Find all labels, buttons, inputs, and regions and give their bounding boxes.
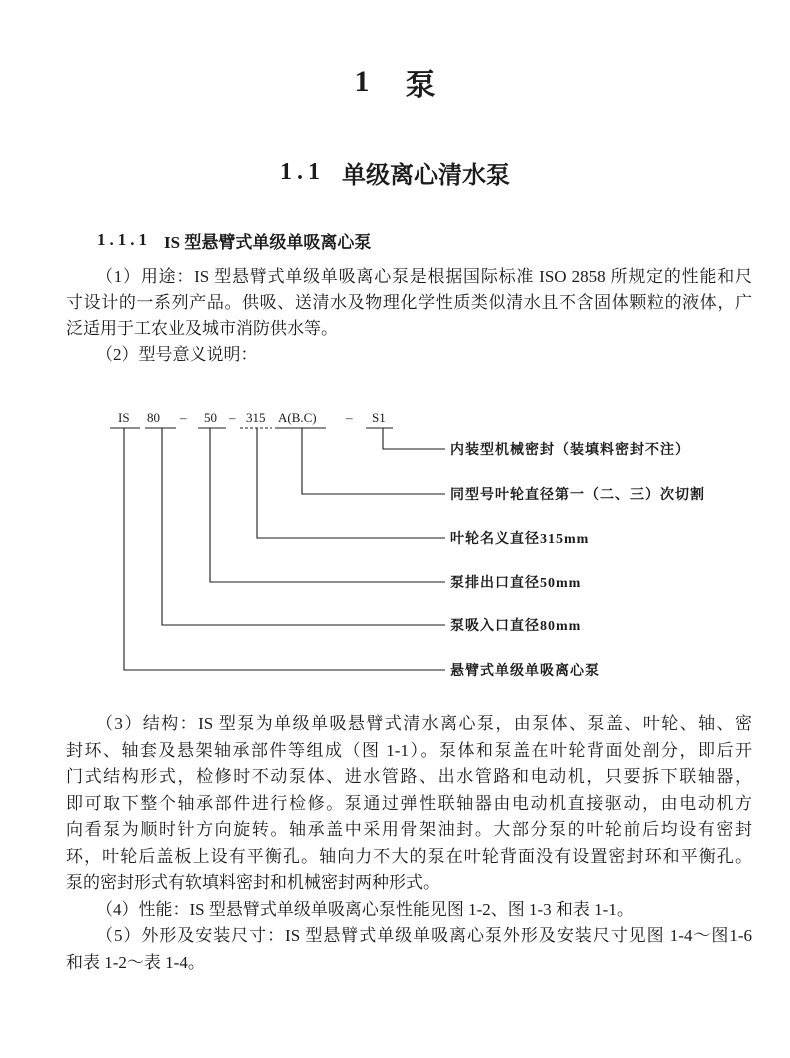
paragraph-usage xyxy=(66,264,752,342)
paragraph-performance xyxy=(66,897,752,924)
chapter-title: 泵 xyxy=(405,69,436,102)
chapter-number: 1 xyxy=(354,65,370,98)
label-cut: 同型号叶轮直径第一（二、三）次切割 xyxy=(450,488,705,503)
subsection-title: IS 型悬臂式单级单吸离心泵 xyxy=(164,232,372,252)
text-line: （2）型号意义说明： xyxy=(96,345,258,364)
code-series: IS xyxy=(118,410,130,425)
paragraph-structure xyxy=(66,711,752,897)
diagram-lines xyxy=(110,428,445,670)
text-line: 和表 1-2～表 1-4。 xyxy=(66,952,205,972)
text-line: 环，叶轮后盖板上设有平衡孔。轴向力不大的泵在叶轮背面没有设置密封环和平衡孔。 xyxy=(66,846,752,866)
code-separator: – xyxy=(180,410,187,425)
section-number: 1.1 xyxy=(280,158,325,185)
chapter-heading xyxy=(0,60,790,104)
text-line: （3）结构：IS 型泵为单级单吸悬臂式清水离心泵，由泵体、泵盖、叶轮、轴、密 xyxy=(96,714,752,733)
code-separator: – xyxy=(346,410,353,425)
leader-line-impeller xyxy=(257,428,445,538)
label-outlet: 泵排出口直径50mm xyxy=(450,576,582,591)
text-line: 向看泵为顺时针方向旋转。轴承盖中采用骨架油封。大部分泵的叶轮前后均设有密封 xyxy=(66,820,752,839)
text-line: 泛适用于工农业及城市消防供水等。 xyxy=(66,319,338,338)
leader-line-series xyxy=(124,428,445,670)
code-inlet: 80 xyxy=(147,410,160,425)
leader-line-outlet xyxy=(210,428,445,582)
code-impeller: 315 xyxy=(246,410,266,425)
text-line: 泵的密封形式有软填料密封和机械密封两种形式。 xyxy=(66,873,440,892)
label-seal: 内装型机械密封（装填料密封不注） xyxy=(450,443,690,458)
label-inlet: 泵吸入口直径80mm xyxy=(450,619,582,634)
model-code-diagram xyxy=(0,395,790,690)
subsection-heading xyxy=(97,227,371,253)
leader-line-inlet xyxy=(162,428,445,625)
code-cut: A(B.C) xyxy=(278,410,317,425)
text-line: （4）性能：IS 型悬臂式单级单吸离心泵性能见图 1-2、图 1-3 和表 1-1。 xyxy=(96,899,634,919)
text-line: 门式结构形式，检修时不动泵体、进水管路、出水管路和电动机，只要拆下联轴器， xyxy=(66,767,752,786)
label-series: 悬臂式单级单吸离心泵 xyxy=(450,664,600,679)
code-seal: S1 xyxy=(372,410,386,425)
text-line: （1）用途：IS 型悬臂式单级单吸离心泵是根据国际标准 ISO 2858 所规定的性能和尺 xyxy=(96,267,752,286)
section-title: 单级离心清水泵 xyxy=(342,162,510,189)
section-heading xyxy=(0,156,790,188)
code-separator: – xyxy=(229,410,236,425)
paragraph-dimensions xyxy=(66,923,752,976)
code-outlet: 50 xyxy=(204,410,217,425)
text-line: 寸设计的一系列产品。供吸、送清水及物理化学性质类似清水且不含固体颗粒的液体，广 xyxy=(66,293,752,312)
text-line: （5）外形及安装尺寸：IS 型悬臂式单级单吸离心泵外形及安装尺寸见图 1-4～图1-6 xyxy=(96,926,752,945)
text-line: 即可取下整个轴承部件进行检修。泵通过弹性联轴器由电动机直接驱动，由电动机方 xyxy=(66,793,752,813)
text-line: 封环、轴套及悬架轴承部件等组成（图 1-1）。泵体和泵盖在叶轮背面处剖分，即后开 xyxy=(66,740,752,760)
diagram-labels xyxy=(450,441,705,679)
model-code xyxy=(118,410,386,425)
leader-line-seal xyxy=(383,428,445,449)
leader-line-cut xyxy=(302,428,445,494)
subsection-number: 1.1.1 xyxy=(97,230,151,249)
paragraph-model-intro xyxy=(66,342,752,368)
label-impeller: 叶轮名义直径315mm xyxy=(450,532,590,547)
